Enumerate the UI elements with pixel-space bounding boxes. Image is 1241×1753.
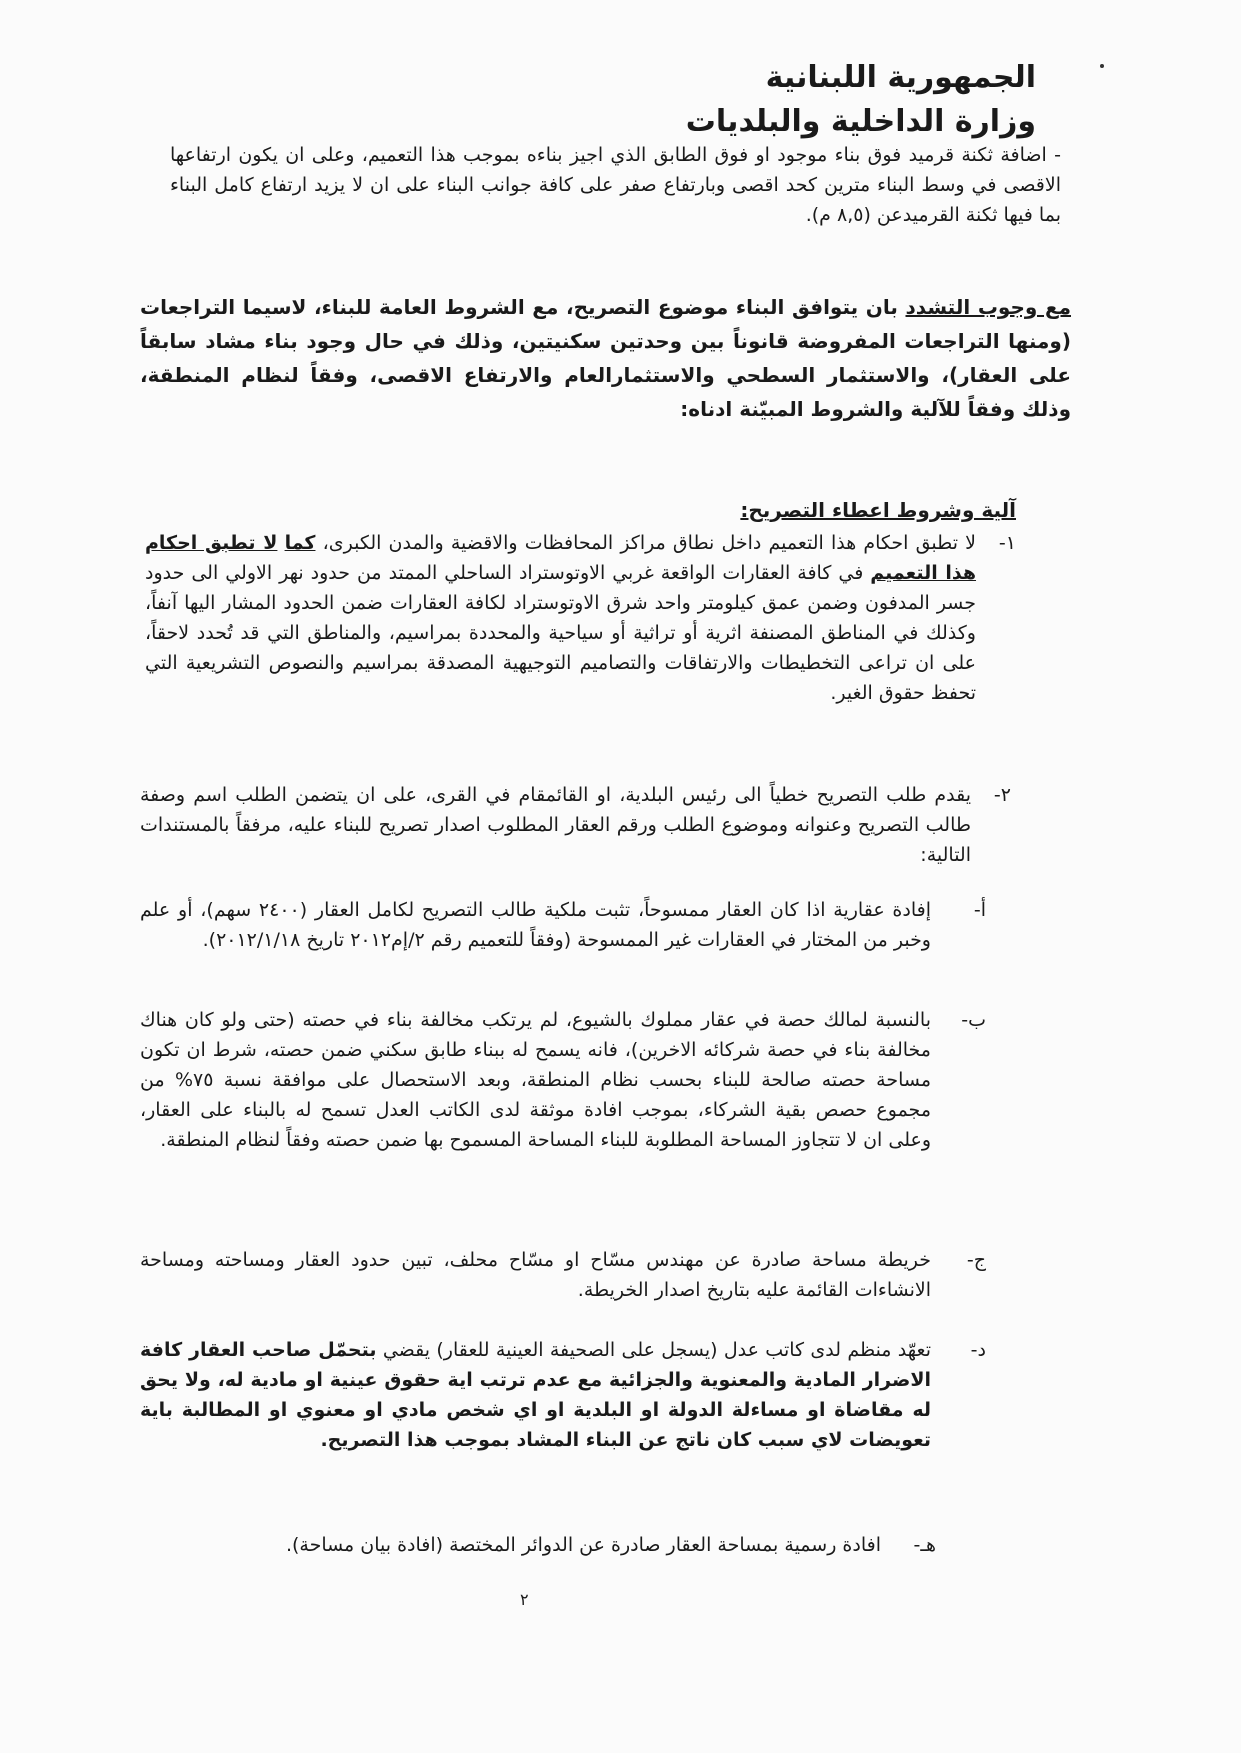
item-text: يقدم طلب التصريح خطياً الى رئيس البلدية، او القائمقام في القرى، على ان يتضمن الطلب اسم وصفة طالب التصريح وعنوانه وموضوع الطلب ورقم العقار المطلوب اصدار تصريح للبناء عليه، مرفقاً بالمستندات التالية:: [140, 784, 971, 866]
page-number: ٢: [520, 1590, 529, 1609]
item-text: لا تطبق احكام هذا التعميم داخل نطاق مراكز المحافظات والاقضية والمدن الكبرى،: [315, 532, 976, 554]
item-number: ٢-: [993, 784, 1011, 806]
sub-item-text: تعهّد منظم لدى كاتب عدل (يسجل على الصحيفة العينية للعقار) يقضي: [376, 1339, 931, 1361]
item-number: ١-: [998, 532, 1016, 554]
item-emphasis: لا تطبق احكام هذا التعميم: [145, 532, 977, 584]
sub-item-text: افادة رسمية بمساحة العقار صادرة عن الدوائر المختصة (افادة بيان مساحة).: [285, 1534, 881, 1556]
sub-item-b: [140, 1005, 986, 1155]
item-text: في كافة العقارات الواقعة غربي الاوتوستراد الساحلي الممتد من حدود نهر الاولي الى حدود جسر المدفون وضمن عمق كيلومتر واحد شرق الاوتوستراد لكافة العقارات ضمن الحدود المشار اليها آنفاً، وكذلك في المناطق المصنفة اثرية أو تراثية أو سياحية والمحددة بمراسيم، والمناطق التي قد تُحدد لاحقاً، على ان تراعى التخطيطات والارتفاقات والتصاميم التوجيهية المصدقة بمراسيم والنصوص التشريعية التي تحفظ حقوق الغير.: [145, 562, 976, 704]
sub-item-text: خريطة مساحة صادرة عن مهندس مسّاح او مسّاح محلف، تبين حدود العقار ومساحته ومساحة الانشاءات القائمة عليه بتاريخ اصدار الخريطة.: [140, 1249, 931, 1301]
conditions-paragraph: [140, 290, 1071, 426]
sub-item-d: [140, 1335, 986, 1455]
sub-item-label: أ-: [973, 899, 986, 921]
scan-speck: [1100, 64, 1104, 68]
sub-item-c: [140, 1245, 986, 1305]
sub-item-text: بالنسبة لمالك حصة في عقار مملوك بالشيوع، لم يرتكب مخالفة بناء في حصته (حتى ولو كان هناك مخالفة بناء في حصة شركائه الاخرين)، فانه يسمح له ببناء طابق سكني ضمن حصته، شرط ان تكون مساحة حصته صالحة للبناء بحسب نظام المنطقة، وبعد الاستحصال على موافقة نسبة ٧٥% من مجموع حصص بقية الشركاء، بموجب افادة موثقة لدى الكاتب العدل تسمح له بالبناء على العقار، وعلى ان لا تتجاوز المساحة المطلوبة للبناء المساحة المسموح بها ضمن حصته وفقاً لنظام المنطقة.: [140, 1009, 932, 1151]
conditions-lead: مع وجوب التشدد: [905, 295, 1071, 319]
sub-item-e: [140, 1530, 936, 1560]
list-item-2: [140, 780, 1011, 870]
sub-item-label: هـ-: [913, 1534, 936, 1556]
letterhead: [686, 56, 1036, 144]
item-emphasis: كما: [284, 532, 316, 554]
sub-item-a: [140, 895, 986, 955]
republic-title: الجمهورية اللبنانية: [765, 60, 1036, 95]
sub-item-label: ب-: [961, 1009, 986, 1031]
sub-item-label: د-: [970, 1339, 986, 1361]
item-text: [277, 532, 284, 554]
intro-paragraph: - اضافة ثكنة قرميد فوق بناء موجود او فوق الطابق الذي اجيز بناءه بموجب هذا التعميم، وعلى ان يكون ارتفاعها الاقصى في وسط البناء مترين كحد اقصى وبارتفاع صفر على كافة جوانب البناء على ان لا يزيد ارتفاع كامل البناء بما فيها ثكنة القرميدعن (٨,٥ م).: [170, 144, 1061, 226]
sub-item-text: إفادة عقارية اذا كان العقار ممسوحاً، تثبت ملكية طالب التصريح لكامل العقار (٢٤٠٠ سهم)، أو علم وخبر من المختار في العقارات غير الممسوحة (وفقاً للتعميم رقم ٢/إم٢٠١٢ تاريخ ٢٠١٢/١/١٨).: [140, 899, 931, 951]
list-item-1: [145, 528, 1016, 708]
conditions-text: بان يتوافق البناء موضوع التصريح، مع الشروط العامة للبناء، لاسيما التراجعات (ومنها التراجعات المفروضة قانوناً بين وحدتين سكنيتين، وذلك في حال وجود بناء مشاد سابقاً على العقار)، والاستثمار السطحي والاستثمارالعام والارتفاع الاقصى، وفقاً لنظام المنطقة، وذلك وفقاً للآلية والشروط المبيّنة ادناه:: [140, 295, 1071, 421]
sub-item-label: ج-: [966, 1249, 986, 1271]
sub-item-bold-text: بتحمّل صاحب العقار كافة الاضرار المادية والمعنوية والجزائية مع عدم ترتب اية حقوق عينية او مادية له، ولا يحق له مقاضاة او مساءلة الدولة او البلدية او اي شخص مادي او معنوي او المطالبة باية تعويضات لاي سبب كان ناتج عن البناء المشاد بموجب هذا التصريح.: [140, 1339, 931, 1451]
ministry-title: وزارة الداخلية والبلديات: [685, 104, 1036, 139]
section-title: آلية وشروط اعطاء التصريح:: [740, 498, 1016, 522]
